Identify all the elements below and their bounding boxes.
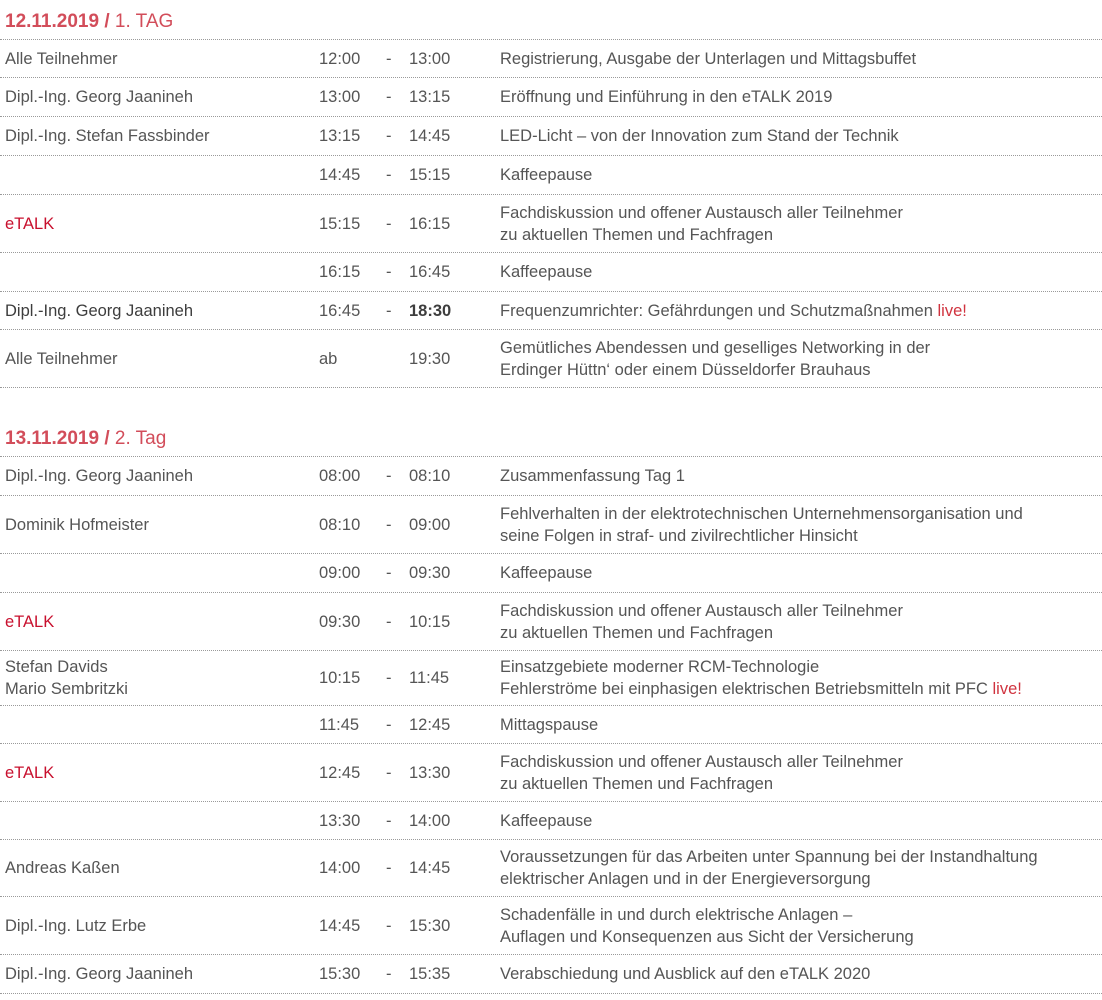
topic-text: Gemütliches Abendessen und geselliges Networking in der <box>500 338 931 357</box>
day-section-2 <box>0 417 1102 994</box>
topic-cell <box>500 955 1102 993</box>
start-time: 12:45 <box>319 763 361 782</box>
time-separator: - <box>386 811 392 830</box>
speaker-name: Dipl.-Ing. Stefan Fassbinder <box>5 127 210 145</box>
topic-text: zu aktuellen Themen und Fachfragen <box>500 774 774 793</box>
topic-line <box>500 904 1102 926</box>
start-time: 09:30 <box>319 612 361 631</box>
speaker-cell <box>5 292 305 329</box>
topic-text: Fachdiskussion und offener Austausch aller Teilnehmer <box>500 752 903 771</box>
schedule-row <box>0 156 1102 195</box>
topic-line <box>500 525 1102 547</box>
topic-text: Kaffeepause <box>500 263 593 281</box>
time-separator <box>386 330 398 387</box>
time-separator: - <box>386 127 392 145</box>
speaker-cell <box>5 117 305 155</box>
end-time: 16:45 <box>409 263 451 281</box>
topic-line <box>500 714 1102 736</box>
topic-text: LED-Licht – von der Innovation zum Stand der Technik <box>500 127 899 145</box>
topic-cell <box>500 40 1102 77</box>
schedule-row <box>0 744 1102 802</box>
topic-cell <box>500 840 1102 896</box>
schedule-row <box>0 292 1102 330</box>
speaker-name: Mario Sembritzki <box>5 680 128 698</box>
end-time: 15:15 <box>409 166 451 184</box>
end-time: 13:00 <box>409 49 451 68</box>
day-label: 1. TAG <box>114 11 174 32</box>
speaker-cell <box>5 554 305 592</box>
topic-cell <box>500 253 1102 291</box>
end-time: 15:35 <box>409 965 451 983</box>
start-time: 14:45 <box>319 916 361 935</box>
time-separator: - <box>386 715 392 734</box>
topic-line <box>500 465 1102 487</box>
start-time: 14:45 <box>319 166 361 184</box>
speaker-cell <box>5 253 305 291</box>
start-time: 12:00 <box>319 49 361 68</box>
day-date: 12.11.2019 <box>5 11 100 32</box>
topic-line <box>500 202 1102 224</box>
topic-line <box>500 751 1102 773</box>
topic-line <box>500 503 1102 525</box>
end-time: 19:30 <box>409 349 451 368</box>
schedule-row <box>0 897 1102 955</box>
speaker-name: Dominik Hofmeister <box>5 515 149 534</box>
topic-line <box>500 300 1102 322</box>
topic-text: Kaffeepause <box>500 564 593 582</box>
topic-line <box>500 963 1102 985</box>
schedule-row <box>0 253 1102 292</box>
topic-text: Mittagspause <box>500 715 599 734</box>
day-section-1 <box>0 0 1102 388</box>
speaker-name: Alle Teilnehmer <box>5 49 118 68</box>
speaker-name: eTALK <box>5 612 55 631</box>
start-time: 08:00 <box>319 467 361 485</box>
topic-line <box>500 773 1102 795</box>
schedule-table <box>0 40 1102 388</box>
topic-cell <box>500 292 1102 329</box>
topic-line <box>500 224 1102 246</box>
live-badge: live! <box>992 680 1022 698</box>
speaker-name: eTALK <box>5 763 55 782</box>
topic-line <box>500 810 1102 832</box>
time-separator: - <box>386 88 392 106</box>
time-separator: - <box>386 564 392 582</box>
topic-text: Kaffeepause <box>500 811 593 830</box>
day-heading <box>0 417 1102 457</box>
topic-line <box>500 337 1102 359</box>
topic-line <box>500 261 1102 283</box>
speaker-cell <box>5 802 305 839</box>
topic-line <box>500 926 1102 948</box>
start-time: 13:15 <box>319 127 361 145</box>
topic-cell <box>500 897 1102 954</box>
topic-text: Frequenzumrichter: Gefährdungen und Schutzmaßnahmen <box>500 301 933 320</box>
schedule-row <box>0 840 1102 897</box>
start-time: 16:15 <box>319 263 361 281</box>
end-time: 13:30 <box>409 763 451 782</box>
end-time: 09:30 <box>409 564 451 582</box>
time-separator: - <box>386 166 392 184</box>
start-time: 13:00 <box>319 88 361 106</box>
live-badge: live! <box>937 301 967 320</box>
speaker-name: eTALK <box>5 214 55 233</box>
topic-cell <box>500 156 1102 194</box>
speaker-name: Dipl.-Ing. Georg Jaanineh <box>5 301 194 320</box>
topic-text: zu aktuellen Themen und Fachfragen <box>500 623 774 642</box>
speaker-name: Dipl.-Ing. Georg Jaanineh <box>5 965 194 983</box>
topic-text: Fehlverhalten in der elektrotechnischen Unternehmensorganisation und <box>500 504 1023 523</box>
topic-line <box>500 868 1102 890</box>
topic-line <box>500 359 1102 381</box>
speaker-cell <box>5 744 305 801</box>
topic-text: Auflagen und Konsequenzen aus Sicht der Versicherung <box>500 927 914 946</box>
day-heading <box>0 0 1102 40</box>
day-date: 13.11.2019 <box>5 428 100 449</box>
time-separator: - <box>386 301 392 320</box>
time-separator: - <box>386 467 392 485</box>
day-label: 2. Tag <box>114 428 167 449</box>
topic-cell <box>500 195 1102 252</box>
topic-line <box>500 48 1102 70</box>
schedule-row <box>0 78 1102 117</box>
topic-text: elektrischer Anlagen und in der Energieversorgung <box>500 870 871 888</box>
speaker-cell <box>5 897 305 954</box>
topic-text: Fehlerströme bei einphasigen elektrischen Betriebsmitteln mit PFC <box>500 680 988 698</box>
topic-cell <box>500 802 1102 839</box>
start-time: 16:45 <box>319 301 361 320</box>
speaker-cell <box>5 955 305 993</box>
day-separator: / <box>99 11 115 32</box>
end-time: 14:45 <box>409 127 451 145</box>
topic-text: Kaffeepause <box>500 166 593 184</box>
topic-line <box>500 600 1102 622</box>
schedule-row <box>0 651 1102 706</box>
end-time: 12:45 <box>409 715 451 734</box>
time-separator: - <box>386 515 392 534</box>
end-time: 16:15 <box>409 214 451 233</box>
start-time: 14:00 <box>319 859 361 877</box>
topic-cell <box>500 706 1102 743</box>
speaker-name: Stefan Davids <box>5 658 108 676</box>
start-time: 09:00 <box>319 564 361 582</box>
schedule-row <box>0 496 1102 554</box>
start-time: 08:10 <box>319 515 361 534</box>
topic-text: Zusammenfassung Tag 1 <box>500 467 685 485</box>
schedule-row <box>0 457 1102 496</box>
end-time: 10:15 <box>409 612 451 631</box>
topic-text: Erdinger Hüttn‘ oder einem Düsseldorfer Brauhaus <box>500 360 871 379</box>
topic-line <box>500 125 1102 147</box>
speaker-cell <box>5 195 305 252</box>
schedule-row <box>0 330 1102 388</box>
schedule-row <box>0 40 1102 78</box>
topic-text: Einsatzgebiete moderner RCM-Technologie <box>500 658 820 676</box>
topic-line <box>500 846 1102 868</box>
speaker-name: Dipl.-Ing. Georg Jaanineh <box>5 467 194 485</box>
topic-text: Verabschiedung und Ausblick auf den eTALK 2020 <box>500 965 871 983</box>
end-time: 09:00 <box>409 515 451 534</box>
topic-line <box>500 622 1102 644</box>
topic-line <box>500 86 1102 108</box>
time-separator: - <box>386 49 392 68</box>
end-time: 11:45 <box>409 669 450 687</box>
topic-text: Eröffnung und Einführung in den eTALK 2019 <box>500 88 833 106</box>
schedule-row <box>0 706 1102 744</box>
time-separator: - <box>386 214 392 233</box>
start-time: 15:30 <box>319 965 361 983</box>
speaker-cell <box>5 496 305 553</box>
speaker-cell <box>5 706 305 743</box>
topic-cell <box>500 744 1102 801</box>
speaker-name: Dipl.-Ing. Georg Jaanineh <box>5 88 194 106</box>
topic-text: seine Folgen in straf- und zivilrechtlicher Hinsicht <box>500 526 858 545</box>
topic-line <box>500 656 1102 678</box>
topic-cell <box>500 593 1102 650</box>
end-time: 13:15 <box>409 88 451 106</box>
schedule-row <box>0 955 1102 994</box>
schedule-row <box>0 554 1102 593</box>
topic-text: zu aktuellen Themen und Fachfragen <box>500 225 774 244</box>
start-time: 13:30 <box>319 811 361 830</box>
time-separator: - <box>386 669 392 687</box>
topic-cell <box>500 330 1102 387</box>
topic-text: Fachdiskussion und offener Austausch aller Teilnehmer <box>500 601 903 620</box>
start-time: ab <box>319 349 338 368</box>
topic-cell <box>500 496 1102 553</box>
topic-cell <box>500 78 1102 116</box>
start-time: 11:45 <box>319 715 360 734</box>
topic-cell <box>500 651 1102 705</box>
time-separator: - <box>386 263 392 281</box>
speaker-cell <box>5 651 305 705</box>
schedule-row <box>0 195 1102 253</box>
topic-line <box>500 678 1102 700</box>
topic-cell <box>500 117 1102 155</box>
speaker-cell <box>5 457 305 495</box>
end-time: 18:30 <box>409 301 452 320</box>
speaker-name: Alle Teilnehmer <box>5 349 118 368</box>
time-separator: - <box>386 763 392 782</box>
topic-cell <box>500 554 1102 592</box>
topic-text: Fachdiskussion und offener Austausch aller Teilnehmer <box>500 203 903 222</box>
topic-text: Schadenfälle in und durch elektrische Anlagen – <box>500 905 853 924</box>
end-time: 14:00 <box>409 811 451 830</box>
speaker-cell <box>5 330 305 387</box>
day-separator: / <box>99 428 115 449</box>
topic-text: Registrierung, Ausgabe der Unterlagen und Mittagsbuffet <box>500 49 917 68</box>
speaker-cell <box>5 156 305 194</box>
speaker-cell <box>5 40 305 77</box>
speaker-cell <box>5 78 305 116</box>
time-separator: - <box>386 916 392 935</box>
topic-text: Voraussetzungen für das Arbeiten unter Spannung bei der Instandhaltung <box>500 848 1038 866</box>
schedule-row <box>0 117 1102 156</box>
schedule-row <box>0 593 1102 651</box>
schedule-row <box>0 802 1102 840</box>
time-separator: - <box>386 965 392 983</box>
speaker-cell <box>5 593 305 650</box>
start-time: 15:15 <box>319 214 361 233</box>
time-separator: - <box>386 612 392 631</box>
speaker-name: Andreas Kaßen <box>5 859 120 877</box>
topic-line <box>500 562 1102 584</box>
speaker-name: Dipl.-Ing. Lutz Erbe <box>5 916 147 935</box>
end-time: 08:10 <box>409 467 451 485</box>
topic-line <box>500 164 1102 186</box>
end-time: 14:45 <box>409 859 451 877</box>
end-time: 15:30 <box>409 916 451 935</box>
schedule-table <box>0 457 1102 994</box>
topic-cell <box>500 457 1102 495</box>
time-separator: - <box>386 859 392 877</box>
start-time: 10:15 <box>319 669 361 687</box>
speaker-cell <box>5 840 305 896</box>
